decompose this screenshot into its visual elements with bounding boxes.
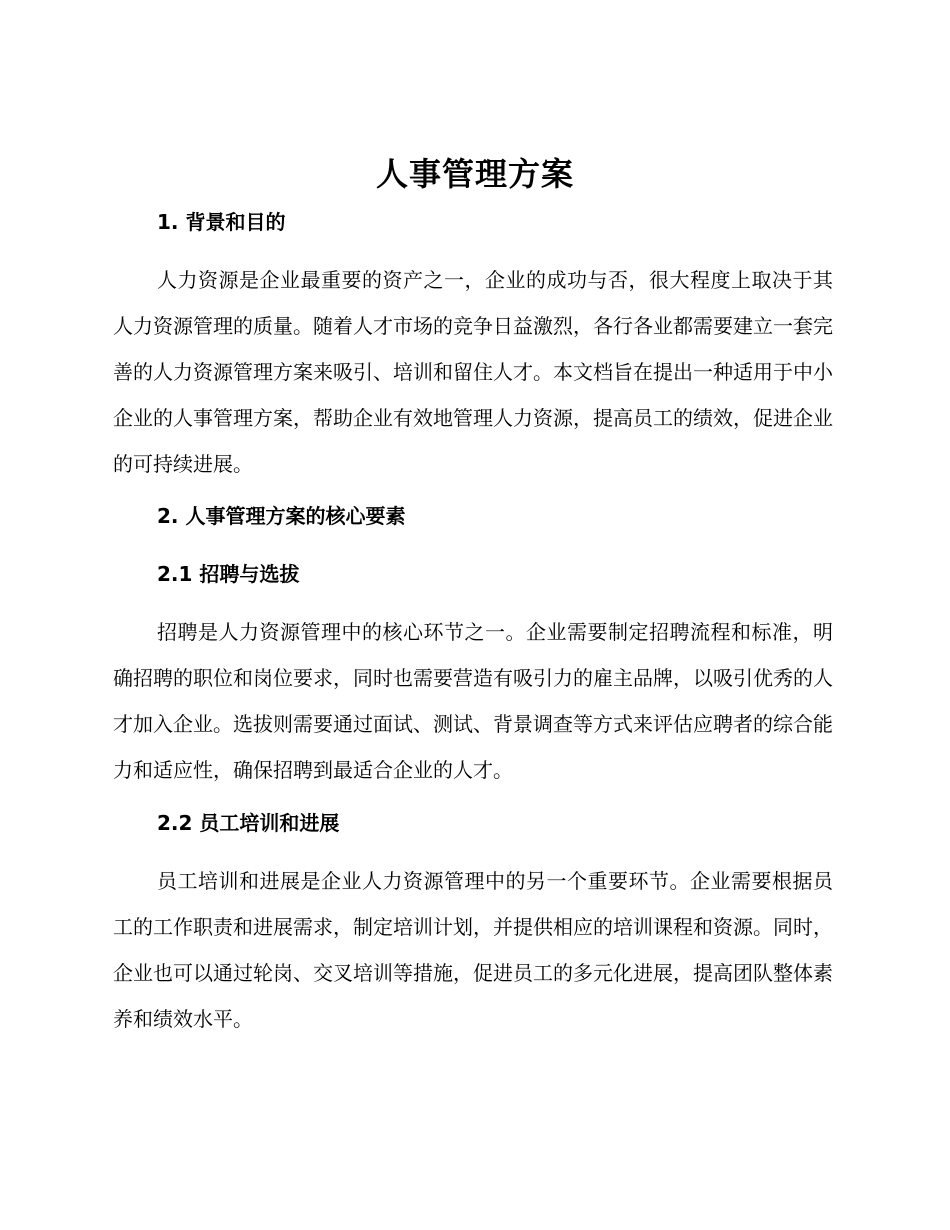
- section-paragraph-background: 人力资源是企业最重要的资产之一，企业的成功与否，很大程度上取决于其人力资源管理的质量。随着人才市场的竞争日益激烈，各行各业都需要建立一套完善的人力资源管理方案来吸引、培训和留住人才。本文档旨在提出一种适用于中小企业的人事管理方案，帮助企业有效地管理人力资源，提高员工的绩效，促进企业的可持续进展。: [113, 268, 833, 476]
- section-heading-background: 1. 背景和目的: [157, 210, 286, 234]
- section-paragraph-recruitment: 招聘是人力资源管理中的核心环节之一。企业需要制定招聘流程和标准，明确招聘的职位和岗位要求，同时也需要营造有吸引力的雇主品牌，以吸引优秀的人才加入企业。选拔则需要通过面试、测试、背景调查等方式来评估应聘者的综合能力和适应性，确保招聘到最适合企业的人才。: [113, 620, 833, 782]
- section-heading-recruitment: 2.1 招聘与选拔: [157, 562, 300, 586]
- section-paragraph-training: 员工培训和进展是企业人力资源管理中的另一个重要环节。企业需要根据员工的工作职责和进展需求，制定培训计划，并提供相应的培训课程和资源。同时，企业也可以通过轮岗、交叉培训等措施，促进员工的多元化进展，提高团队整体素养和绩效水平。: [113, 869, 833, 1031]
- section-heading-core-elements: 2. 人事管理方案的核心要素: [157, 504, 406, 528]
- document-title: 人事管理方案: [375, 155, 574, 193]
- section-heading-training: 2.2 员工培训和进展: [157, 811, 340, 835]
